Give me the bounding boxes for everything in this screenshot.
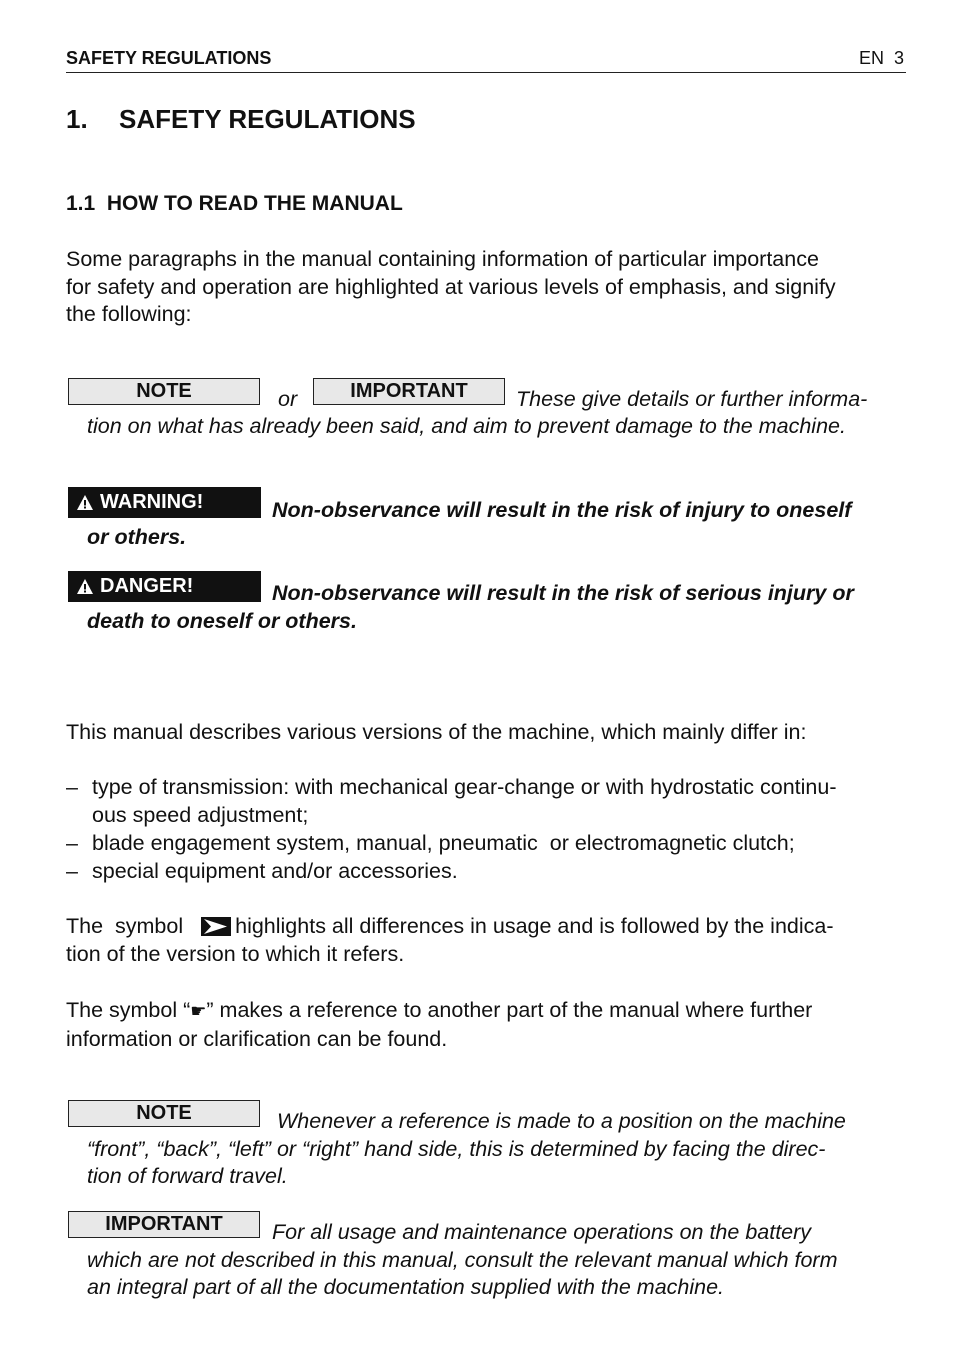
note2-line2: “front”, “back”, “left” or “right” hand side, this is determined by facing the direc- bbox=[87, 1137, 826, 1161]
note-label: NOTE bbox=[68, 1100, 260, 1127]
chapter-number: 1. bbox=[66, 104, 88, 134]
list-item-line: type of transmission: with mechanical gear-change or with hydrostatic continu- bbox=[92, 775, 837, 799]
warning-line2: or others. bbox=[87, 525, 187, 549]
chapter-title bbox=[66, 104, 416, 135]
symbol-text-before: The symbol bbox=[66, 914, 184, 938]
symbol-paragraph bbox=[66, 913, 834, 968]
important2-line1: For all usage and maintenance operations on the battery bbox=[272, 1220, 812, 1244]
reference-paragraph bbox=[66, 997, 812, 1053]
intro-line: the following: bbox=[66, 302, 192, 326]
important2-line3: an integral part of all the documentation supplied with the machine. bbox=[87, 1275, 725, 1299]
list-dash: – bbox=[66, 859, 78, 883]
intro-paragraph bbox=[66, 246, 836, 329]
list-dash: – bbox=[66, 831, 78, 855]
or-text: or bbox=[278, 387, 298, 411]
warning-label bbox=[68, 487, 261, 518]
list-item bbox=[92, 774, 837, 829]
versions-intro: This manual describes various versions of the machine, which mainly differ in: bbox=[66, 720, 807, 744]
list-dash: – bbox=[66, 775, 78, 799]
warning-triangle-icon bbox=[76, 494, 94, 511]
important-label: IMPORTANT bbox=[313, 378, 505, 405]
important-label: IMPORTANT bbox=[68, 1211, 260, 1238]
reference-text-before: The symbol “ bbox=[66, 998, 191, 1022]
warning-triangle-icon bbox=[76, 578, 94, 595]
pointing-hand-icon: ☛ bbox=[190, 1001, 207, 1022]
list-item-line: ous speed adjustment; bbox=[92, 802, 309, 827]
danger-line2: death to oneself or others. bbox=[87, 609, 357, 633]
symbol-text-after: highlights all differences in usage and is followed by the indica- bbox=[235, 914, 834, 938]
section-heading: 1.1 HOW TO READ THE MANUAL bbox=[66, 192, 403, 215]
list-item: blade engagement system, manual, pneumatic or electromagnetic clutch; bbox=[92, 831, 795, 855]
symbol-text-line2: tion of the version to which it refers. bbox=[66, 941, 405, 966]
reference-text-after: ” makes a reference to another part of the manual where further bbox=[206, 998, 813, 1022]
reference-text-line2: information or clarification can be found. bbox=[66, 1026, 448, 1051]
warning-label-text: WARNING! bbox=[100, 491, 204, 513]
version-arrow-icon bbox=[201, 917, 231, 936]
danger-line1: Non-observance will result in the risk of serious injury or bbox=[272, 581, 854, 605]
danger-label bbox=[68, 571, 261, 602]
intro-line: Some paragraphs in the manual containing information of particular importance bbox=[66, 247, 819, 271]
warning-line1: Non-observance will result in the risk of injury to oneself bbox=[272, 498, 852, 522]
note-important-line1: These give details or further informa- bbox=[516, 387, 868, 411]
note2-line1: Whenever a reference is made to a position on the machine bbox=[277, 1109, 846, 1133]
list-item: special equipment and/or accessories. bbox=[92, 859, 458, 883]
note-important-line2: tion on what has already been said, and aim to prevent damage to the machine. bbox=[87, 414, 846, 438]
intro-line: for safety and operation are highlighted at various levels of emphasis, and signify bbox=[66, 274, 836, 299]
important2-line2: which are not described in this manual, consult the relevant manual which form bbox=[87, 1248, 838, 1272]
danger-label-text: DANGER! bbox=[100, 575, 194, 597]
note2-line3: tion of forward travel. bbox=[87, 1164, 288, 1188]
header-rule bbox=[66, 72, 906, 73]
running-header-title: SAFETY REGULATIONS bbox=[66, 48, 272, 68]
page-number: EN 3 bbox=[858, 48, 904, 68]
chapter-title-text: SAFETY REGULATIONS bbox=[119, 104, 416, 134]
note-label: NOTE bbox=[68, 378, 260, 405]
